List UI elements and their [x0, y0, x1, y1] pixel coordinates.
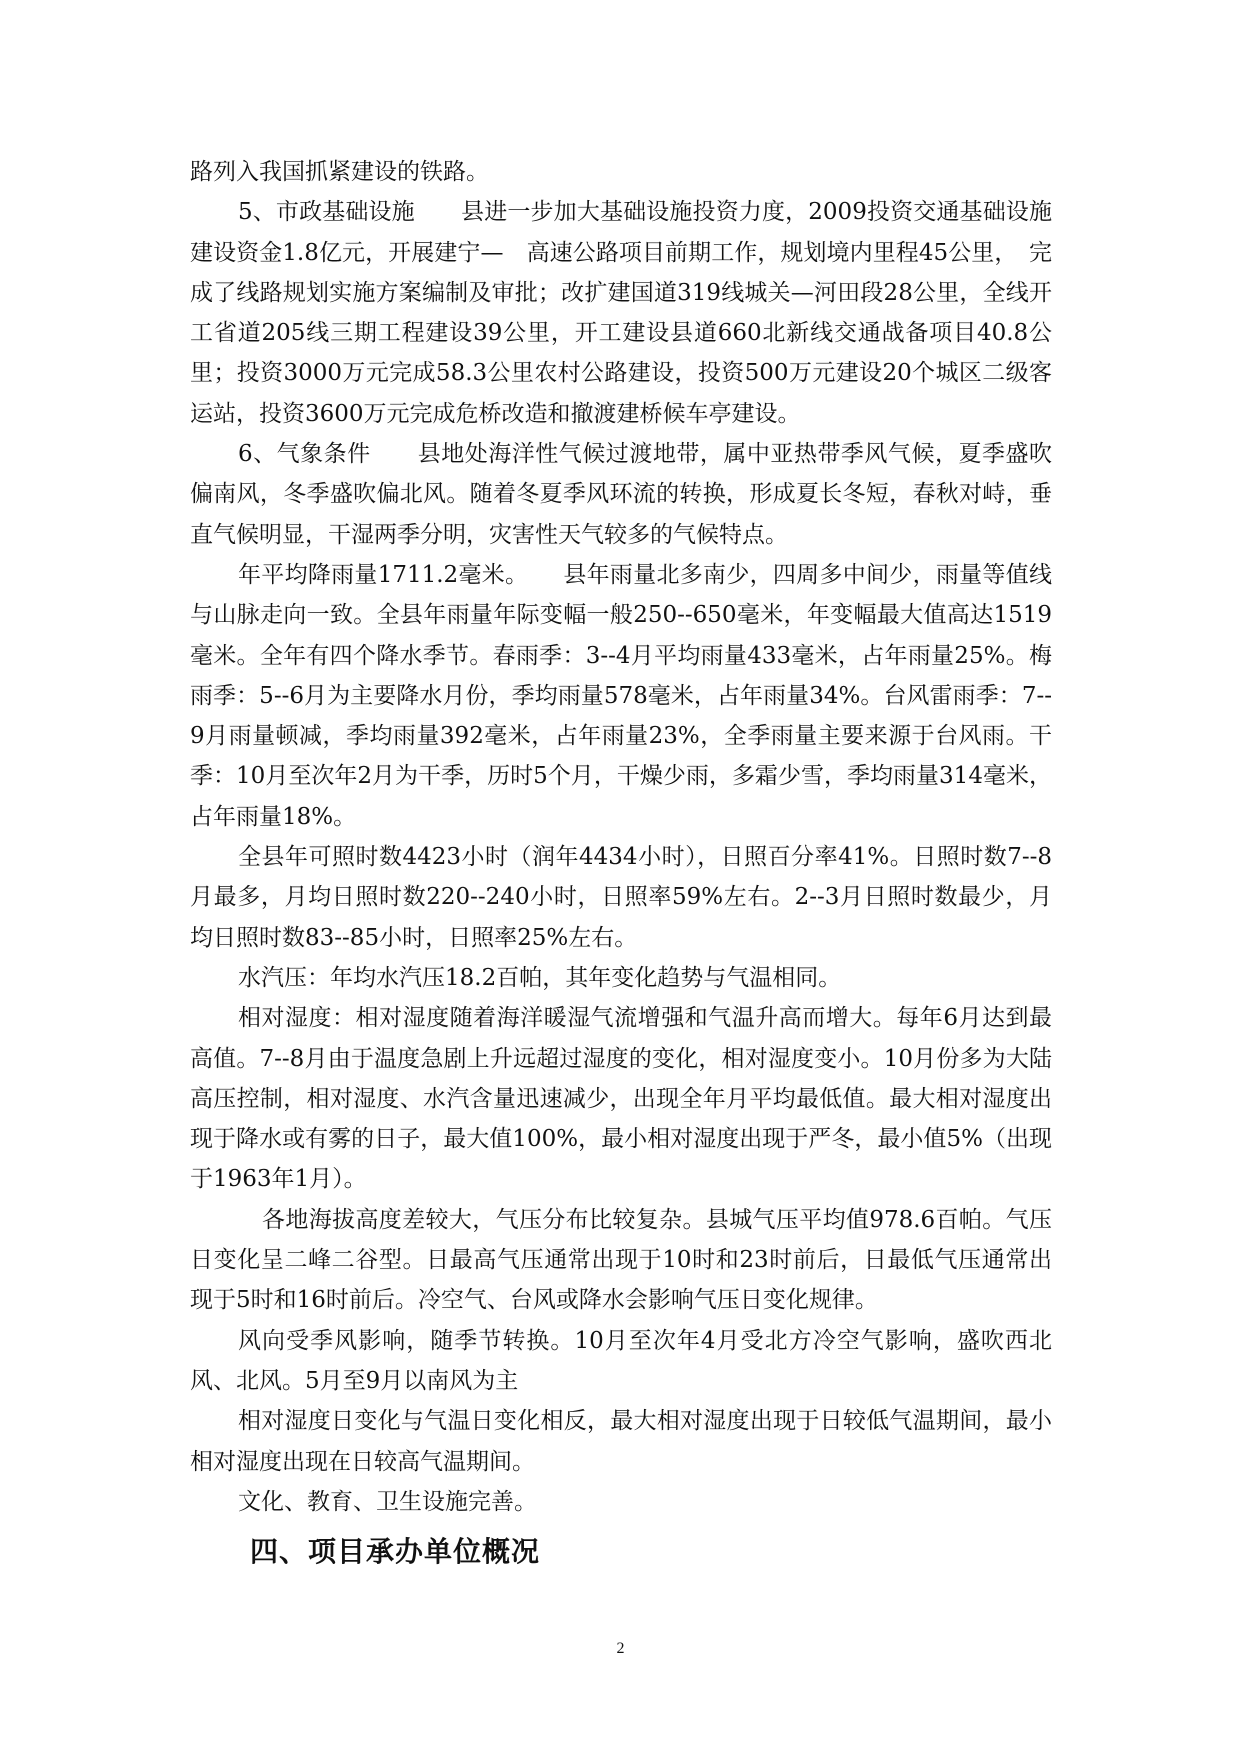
paragraph-railway-continuation: 路列入我国抓紧建设的铁路。	[190, 159, 489, 185]
paragraph-municipal-infrastructure: 5、市政基础设施 县进一步加大基础设施投资力度，2009投资交通基础设施建设资金1.8亿元，开展建宁— 高速公路项目前期工作，规划境内里程45公里， 完成了线路规划实施方案编制及审批；改扩建国道319线城关—河田段28公里，全线开工省道205线三期工程建设39公里，开工建设县道660北新线交通战备项目40.8公里；投资3000万元完成58.3公里农村公路建设，投资500万元建设20个城区二级客运站，投资3600万元完成危桥改造和撤渡建桥候车亭建设。	[190, 199, 1052, 427]
paragraph-sunshine: 全县年可照时数4423小时（润年4434小时），日照百分率41%。日照时数7--8月最多，月均日照时数220--240小时，日照率59%左右。2--3月日照时数最少，月均日照时数83--85小时，日照率25%左右。	[190, 844, 1052, 951]
paragraph-rainfall: 年平均降雨量1711.2毫米。 县年雨量北多南少，四周多中间少，雨量等值线与山脉走向一致。全县年雨量年际变幅一般250--650毫米，年变幅最大值高达1519毫米。全年有四个降水季节。春雨季：3--4月平均雨量433毫米，占年雨量25%。梅雨季：5--6月为主要降水月份，季均雨量578毫米，占年雨量34%。台风雷雨季：7--9月雨量顿减，季均雨量392毫米，占年雨量23%，全季雨量主要来源于台风雨。干季：10月至次年2月为干季，历时5个月，干燥少雨，多霜少雪，季均雨量314毫米，占年雨量18%。	[190, 561, 1052, 830]
paragraph-meteorological-conditions: 6、气象条件 县地处海洋性气候过渡地带，属中亚热带季风气候，夏季盛吹偏南风，冬季盛吹偏北风。随着冬夏季风环流的转换，形成夏长冬短，春秋对峙，垂直气候明显，干湿两季分明，灾害性天气较多的气候特点。	[190, 441, 1052, 548]
section-heading: 四、项目承办单位概况	[250, 1535, 541, 1569]
page-number: 2	[616, 1640, 625, 1657]
paragraph-facilities: 文化、教育、卫生设施完善。	[238, 1488, 537, 1515]
paragraph-relative-humidity: 相对湿度：相对湿度随着海洋暖湿气流增强和气温升高而增大。每年6月达到最高值。7--8月由于温度急剧上升远超过湿度的变化，相对湿度变小。10月份多为大陆高压控制，相对湿度、水汽含量迅速减少，出现全年月平均最低值。最大相对湿度出现于降水或有雾的日子，最大值100%，最小相对湿度出现于严冬，最小值5%（出现于1963年1月）。	[190, 1005, 1052, 1193]
paragraph-vapor-pressure: 水汽压：年均水汽压18.2百帕，其年变化趋势与气温相同。	[238, 964, 842, 991]
paragraph-air-pressure: 各地海拔高度差较大，气压分布比较复杂。县城气压平均值978.6百帕。气压日变化呈二峰二谷型。日最高气压通常出现于10时和23时前后，日最低气压通常出现于5时和16时前后。冷空气、台风或降水会影响气压日变化规律。	[190, 1206, 1052, 1314]
document-body	[190, 152, 1052, 1572]
paragraph-wind-direction: 风向受季风影响，随季节转换。10月至次年4月受北方冷空气影响，盛吹西北风、北风。5月至9月以南风为主	[190, 1327, 1052, 1394]
paragraph-humidity-daily-change: 相对湿度日变化与气温日变化相反，最大相对湿度出现于日较低气温期间，最小相对湿度出现在日较高气温期间。	[190, 1408, 1052, 1475]
